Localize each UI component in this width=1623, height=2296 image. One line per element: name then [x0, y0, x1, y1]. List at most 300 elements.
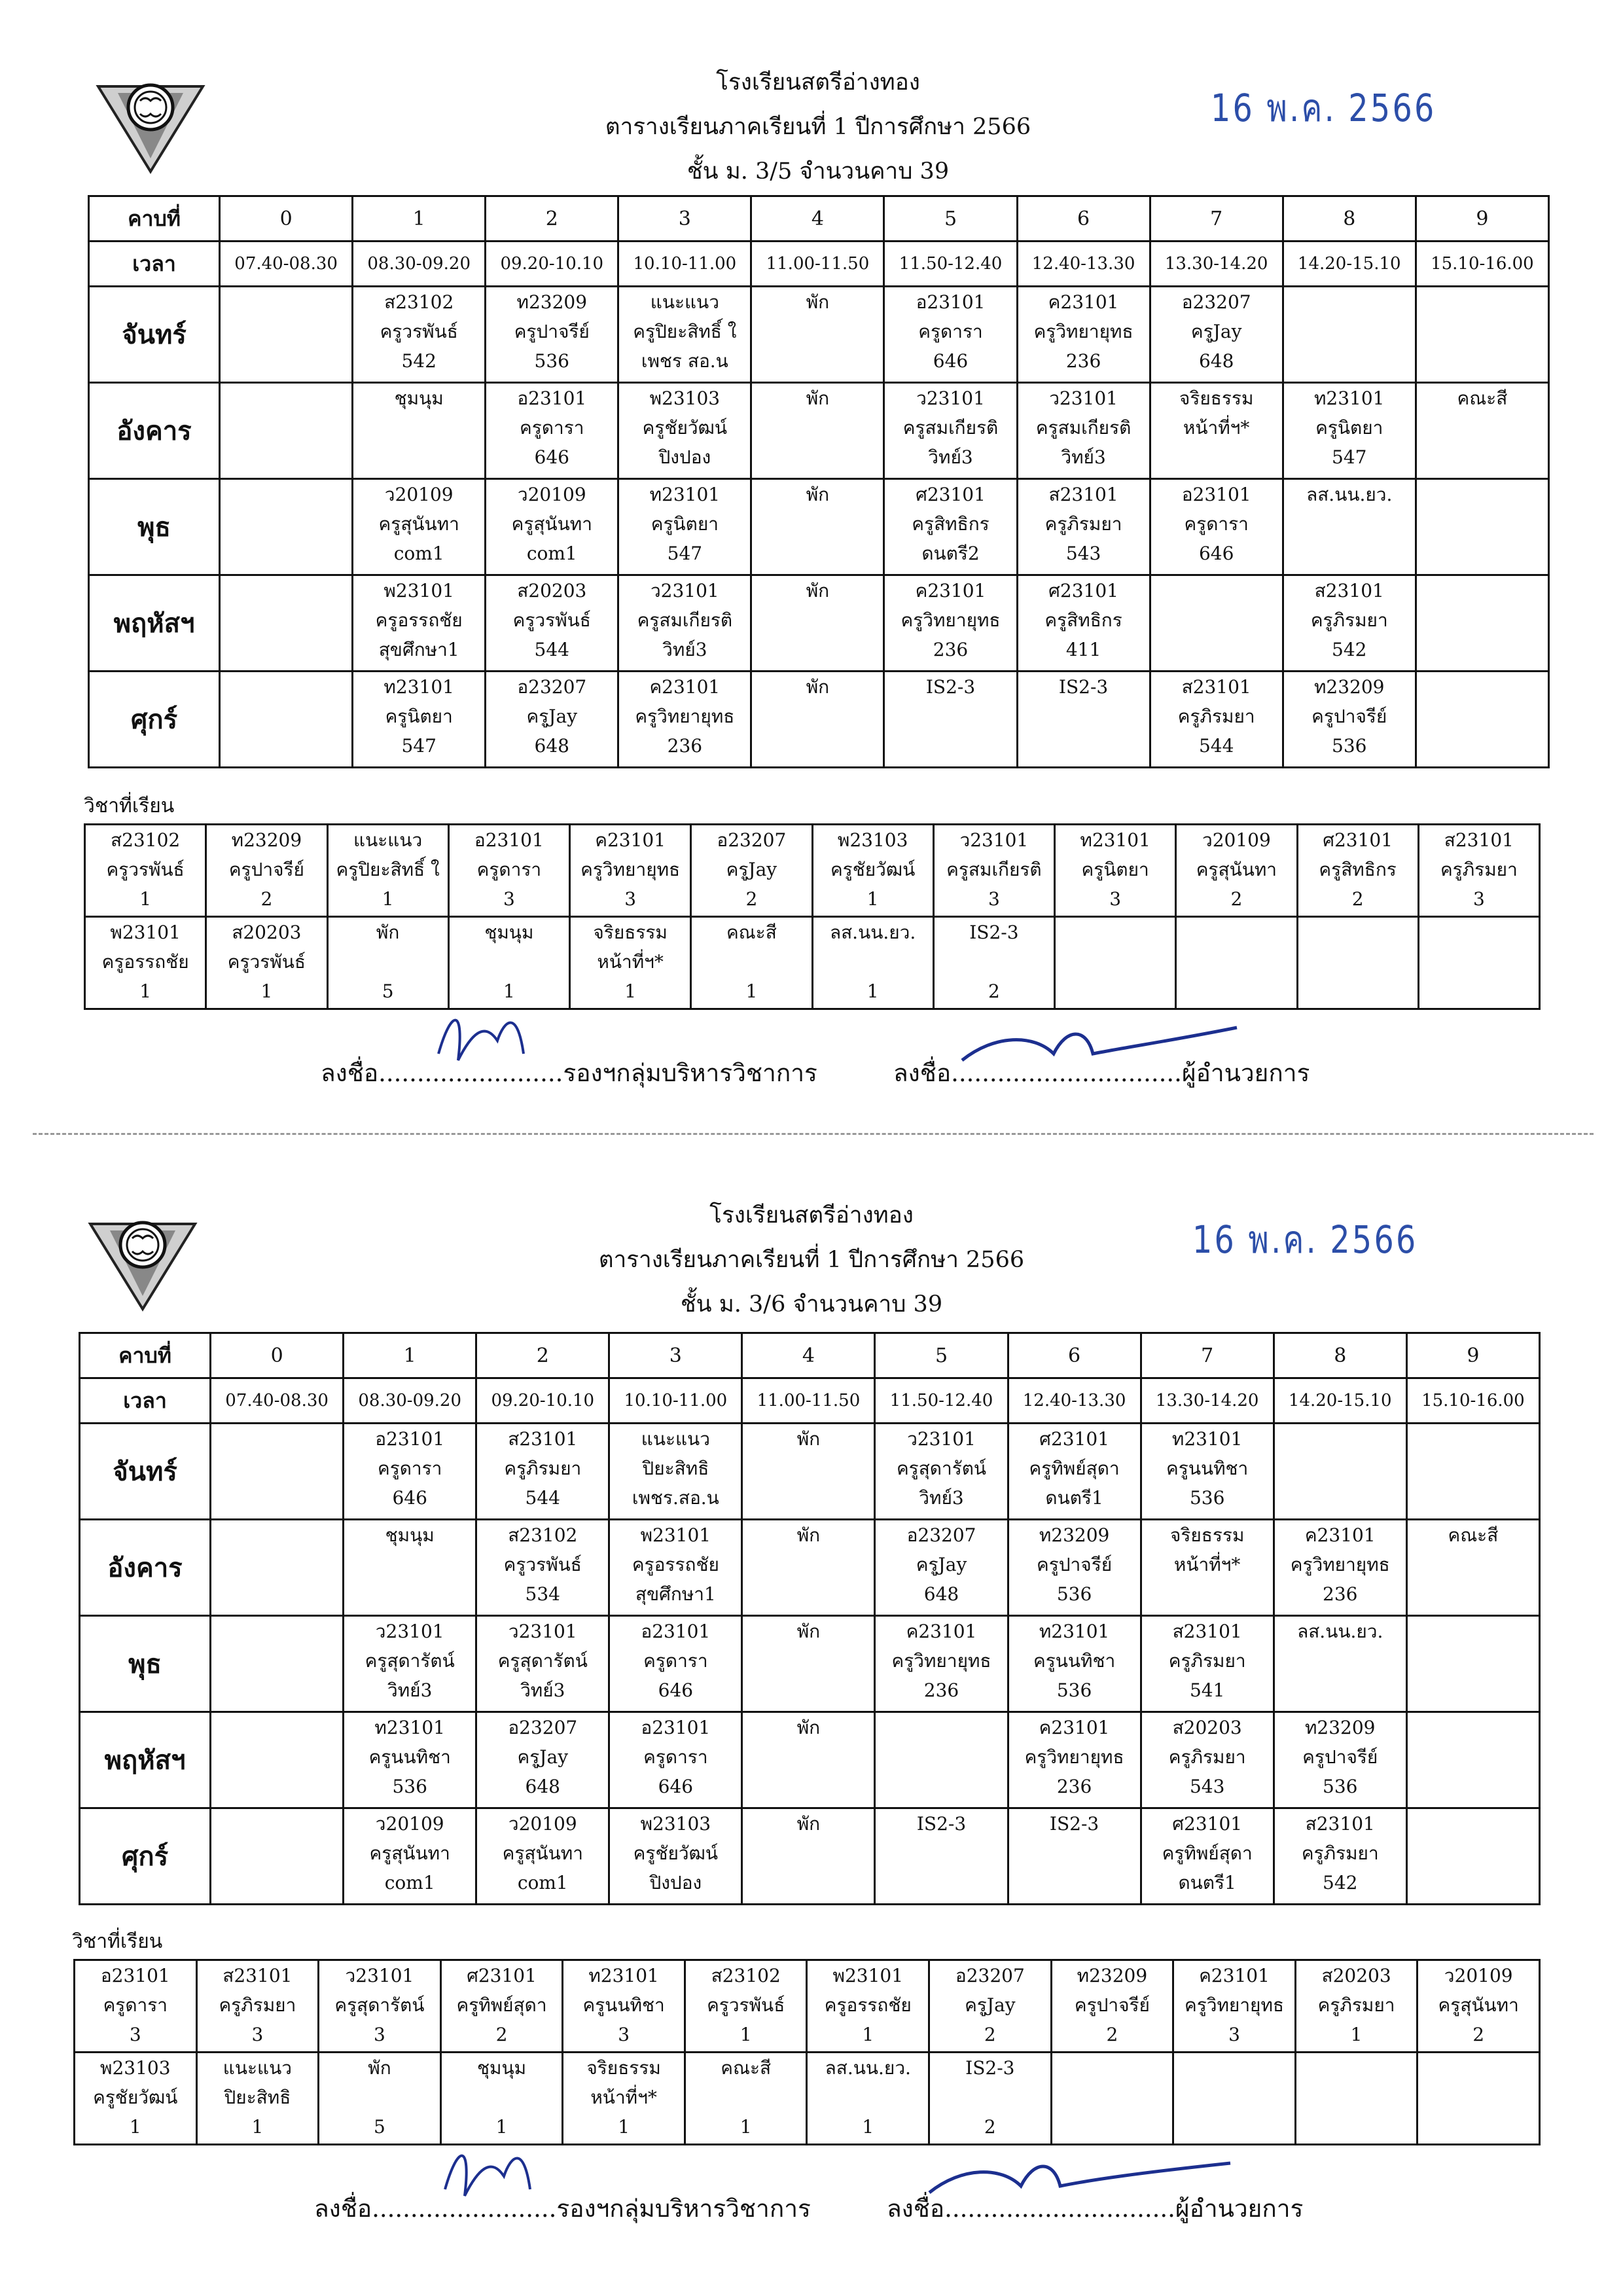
cell-line: 1	[740, 2024, 752, 2045]
cell-line: 646	[658, 1679, 694, 1701]
cell-line: ครูภิรมยา	[504, 1458, 582, 1479]
cell-line: ครูปาจรีย์	[514, 321, 590, 342]
day-name: พุธ	[80, 1616, 211, 1712]
timetable-cell	[1416, 672, 1548, 768]
day-name: อังคาร	[89, 383, 220, 479]
cell-line	[813, 947, 933, 977]
cell-line: ครูสุนันทา	[1438, 1994, 1519, 2016]
date-stamp: 16 พ.ค. 2566	[1211, 86, 1436, 130]
cell-line: คณะสี	[726, 922, 777, 943]
cell-line: 3	[251, 2024, 264, 2045]
timetable-cell	[344, 1424, 476, 1520]
timetable-grid	[88, 195, 1550, 768]
cell-line: ครูนนทิชา	[582, 1994, 665, 2016]
subject-summary-table	[73, 1959, 1541, 2145]
cell-line: 1	[382, 888, 394, 910]
school-logo	[84, 1198, 202, 1316]
cell-line: ท23101	[1080, 829, 1150, 851]
timetable-cell	[742, 1520, 875, 1616]
subject-summary-cell	[1176, 917, 1297, 1009]
cell-line: ครูนนทิชา	[368, 1746, 451, 1768]
timetable-cell	[486, 672, 618, 768]
cell-line: ส23102	[508, 1524, 578, 1546]
cell-line: ครูนิตยา	[1081, 859, 1149, 880]
cell-line: พัก	[796, 1621, 821, 1642]
period-number: 3	[609, 1333, 742, 1378]
cell-line: ส23101	[1305, 1813, 1375, 1835]
timetable-cell	[476, 1808, 609, 1905]
cell-line: ท23209	[1077, 1965, 1148, 1986]
cell-line: หน้าที่ฯ*	[590, 2087, 657, 2108]
cell-line: 2	[495, 2024, 508, 2045]
cell-line: ท23101	[383, 676, 454, 698]
timetable-cell	[1008, 1520, 1141, 1616]
cell-line: ครูวิทยายุทธ	[1290, 1554, 1390, 1575]
cell-line: 236	[1065, 350, 1101, 372]
cell-line: อ23101	[100, 1965, 170, 1986]
timetable-cell	[751, 672, 884, 768]
cell-line: ครูวิทยายุทธ	[1024, 1746, 1124, 1768]
subject-summary-cell	[685, 2053, 807, 2145]
cell-line: 2	[260, 888, 273, 910]
timetable-cell	[1017, 287, 1150, 383]
term-title: ตารางเรียนภาคเรียนที่ 1 ปีการศึกษา 2566	[605, 114, 1031, 140]
cell-line: 3	[1228, 2024, 1240, 2045]
cell-line: ครูวิทยายุทธ	[901, 609, 1001, 631]
cell-line: ลส.นน.ยว.	[1306, 484, 1393, 505]
cell-line: 236	[923, 1679, 959, 1701]
cell-line: 2	[988, 980, 1000, 1002]
cell-line: อ23207	[955, 1965, 1025, 1986]
cell-line: ส20203	[1172, 1717, 1242, 1738]
cell-line: ครูวิทยายุทธ	[1033, 321, 1133, 342]
school-name: โรงเรียนสตรีอ่างทอง	[709, 1202, 914, 1229]
cell-line: พ23103	[100, 2057, 171, 2079]
cell-line: ลส.นน.ยว.	[829, 922, 916, 943]
subject-summary-cell	[563, 2053, 685, 2145]
cell-line: ว20109	[384, 484, 454, 505]
cell-line: ท23209	[1313, 676, 1385, 698]
period-number: 4	[742, 1333, 875, 1378]
timetable-cell	[344, 1808, 476, 1905]
day-row	[80, 1712, 1540, 1808]
timetable-cell	[609, 1520, 742, 1616]
cell-line: ครูสุดารัตน์	[334, 1994, 425, 2016]
cell-line: 543	[1189, 1776, 1225, 1797]
cell-line: จริยธรรม	[1169, 1524, 1245, 1546]
cell-line: ค23101	[1039, 1717, 1110, 1738]
cell-line: 1	[503, 980, 515, 1002]
day-row	[80, 1808, 1540, 1905]
cell-line: ครูภิรมยา	[1310, 609, 1388, 631]
cell-line: 5	[382, 980, 394, 1002]
period-time: 11.50-12.40	[884, 242, 1017, 287]
cell-line: ดนตรี1	[1045, 1487, 1103, 1509]
cell-line: วิทย์3	[919, 1487, 964, 1509]
cell-line: ส23101	[508, 1428, 578, 1450]
subject-summary-row	[85, 825, 1540, 917]
period-time: 09.20-10.10	[476, 1378, 609, 1424]
cell-line: ครูภิรมยา	[1168, 1746, 1246, 1768]
cell-line: ศ23101	[1039, 1428, 1110, 1450]
cell-line: 5	[374, 2116, 385, 2138]
timetable-cell	[1274, 1616, 1406, 1712]
school-name: โรงเรียนสตรีอ่างทอง	[716, 69, 920, 96]
cell-line	[692, 947, 811, 977]
period-time: 10.10-11.00	[609, 1378, 742, 1424]
subject-summary-cell	[196, 1960, 319, 2053]
deputy-signature-scribble	[432, 2117, 550, 2215]
cell-line: ครูอรรถชัย	[375, 609, 463, 631]
cell-line: ว20109	[375, 1813, 444, 1835]
cell-line: 2	[1351, 888, 1364, 910]
cell-line: ว23101	[916, 387, 985, 409]
timetable-cell	[618, 383, 751, 479]
cell-line: ครูดารา	[1184, 513, 1249, 535]
cell-line: 646	[658, 1776, 694, 1797]
timetable-cell	[1416, 575, 1548, 672]
cell-line: จริยธรรม	[1179, 387, 1254, 409]
subject-summary-cell	[196, 2053, 319, 2145]
cell-line: 1	[866, 980, 879, 1002]
subject-summary-cell	[206, 825, 327, 917]
cell-line: 2	[984, 2116, 996, 2138]
cell-line: อ23207	[517, 676, 587, 698]
timetable-cell	[220, 287, 353, 383]
timetable-cell	[1150, 479, 1283, 575]
cell-line: ครูสมเกียรติ	[1035, 417, 1132, 439]
timetable-cell	[609, 1808, 742, 1905]
subject-summary-cell	[206, 917, 327, 1009]
timetable-cell	[220, 575, 353, 672]
day-row	[89, 575, 1549, 672]
subject-summary-cell	[1297, 917, 1418, 1009]
cell-line: ครูดารา	[918, 321, 983, 342]
cell-line: 1	[1350, 2024, 1363, 2045]
cell-line: 3	[129, 2024, 141, 2045]
timetable-cell	[618, 672, 751, 768]
cell-line: พ23101	[832, 1965, 904, 1986]
signature-director-role: ผู้อำนวยการ	[1175, 2195, 1304, 2223]
subject-summary-row	[85, 917, 1540, 1009]
day-row	[80, 1520, 1540, 1616]
cell-line: ครูดารา	[377, 1458, 442, 1479]
cell-line: อ23101	[1181, 484, 1251, 505]
cell-line: อ23101	[641, 1621, 711, 1642]
cell-line	[450, 947, 569, 977]
timetable-cell	[751, 287, 884, 383]
cell-line: ครูชัยวัฒน์	[830, 859, 916, 880]
cell-line: ดนตรี2	[921, 543, 980, 564]
cell-line: ค23101	[1048, 291, 1119, 313]
timetable-cell	[875, 1520, 1008, 1616]
cell-line: ครูสิทธิกร	[912, 513, 990, 535]
subject-summary-cell	[1051, 2053, 1173, 2145]
cell-line: อ23101	[641, 1717, 711, 1738]
cell-line: ครูสิทธิกร	[1044, 609, 1122, 631]
timetable-cell	[1283, 479, 1416, 575]
cell-line: 1	[745, 980, 758, 1002]
cell-line: พัก	[806, 387, 830, 409]
period-number: 2	[486, 196, 618, 242]
cell-line: ครูดารา	[643, 1746, 708, 1768]
subject-summary-cell	[1055, 917, 1176, 1009]
cell-line: ครูวรพันธ์	[380, 321, 458, 342]
cell-line: 2	[1106, 2024, 1118, 2045]
cell-line: อ23207	[508, 1717, 578, 1738]
cell-line: ครูภิรมยา	[1301, 1842, 1379, 1864]
cell-line: 3	[618, 2024, 630, 2045]
subject-summary-cell	[570, 917, 691, 1009]
timetable-cell	[751, 383, 884, 479]
period-number: 0	[211, 1333, 344, 1378]
cell-line: ครูJay	[526, 706, 578, 727]
timetable-cell	[1283, 287, 1416, 383]
subjects-label: วิชาที่เรียน	[72, 1930, 163, 1953]
cell-line: แนะแนว	[641, 1428, 710, 1450]
timetable-cell	[742, 1712, 875, 1808]
cell-line: ครูดารา	[476, 859, 542, 880]
cell-line: คณะสี	[1448, 1524, 1499, 1546]
cell-line: พ23101	[383, 580, 454, 601]
cell-line: ลส.นน.ยว.	[1297, 1621, 1383, 1642]
subject-summary-cell	[1297, 825, 1418, 917]
cell-line: 3	[1472, 888, 1485, 910]
period-time: 08.30-09.20	[353, 242, 486, 287]
cell-line: IS2-3	[916, 1813, 967, 1835]
cell-line	[930, 2083, 1050, 2112]
subject-summary-cell	[1418, 825, 1539, 917]
cell-line: 1	[866, 888, 879, 910]
timetable-cell	[1406, 1712, 1539, 1808]
cell-line: ค23101	[915, 580, 986, 601]
timetable-cell	[742, 1424, 875, 1520]
timetable-cell	[211, 1808, 344, 1905]
cell-line: IS2-3	[1049, 1813, 1099, 1835]
timetable-cell	[211, 1424, 344, 1520]
class-title: ชั้น ม. 3/5 จำนวนคาบ 39	[687, 158, 950, 185]
cell-line: 2	[1230, 888, 1243, 910]
timetable-cell	[884, 383, 1017, 479]
cell-line: 547	[667, 543, 703, 564]
signature-deputy-prefix: ลงชื่อ	[321, 1059, 379, 1087]
cell-line: ครูปาจรีย์	[1074, 1994, 1150, 2016]
cell-line: ครูJay	[965, 1994, 1016, 2016]
cell-line: ศ23101	[1323, 829, 1393, 851]
timetable-cell	[486, 287, 618, 383]
signature-director-role: ผู้อำนวยการ	[1181, 1059, 1310, 1087]
cell-line: ครูภิรมยา	[1440, 859, 1518, 880]
cell-line: ดนตรี1	[1178, 1872, 1236, 1893]
cell-line: ครูปาจรีย์	[1037, 1554, 1113, 1575]
cell-line: ครูวรพันธ์	[227, 951, 306, 973]
timetable-cell	[1406, 1520, 1539, 1616]
cell-line: ครูJay	[1190, 321, 1242, 342]
cell-line: พัก	[806, 291, 830, 313]
timetable-cell	[486, 479, 618, 575]
subject-summary-cell	[570, 825, 691, 917]
period-time: 09.20-10.10	[486, 242, 618, 287]
timetable-cell	[1141, 1616, 1274, 1712]
timetable-cell	[1406, 1424, 1539, 1520]
period-number: 5	[884, 196, 1017, 242]
cell-line: 236	[1323, 1583, 1358, 1605]
cell-line: 3	[1109, 888, 1122, 910]
timetable-cell	[884, 575, 1017, 672]
signature-deputy-prefix: ลงชื่อ	[314, 2195, 372, 2223]
cell-line: ชุมนุม	[484, 922, 534, 943]
cell-line: 541	[1189, 1679, 1225, 1701]
subject-summary-cell	[1173, 1960, 1296, 2053]
timetable-cell	[476, 1712, 609, 1808]
timetable-cell	[1406, 1616, 1539, 1712]
cell-line: 2	[984, 2024, 996, 2045]
signature-deputy-dots: ........................	[372, 2195, 557, 2223]
cell-line: 536	[1323, 1776, 1358, 1797]
cell-line: 1	[862, 2116, 874, 2138]
period-number: 0	[220, 196, 353, 242]
cell-line: ศ23101	[1172, 1813, 1243, 1835]
period-time: 13.30-14.20	[1141, 1378, 1274, 1424]
cell-line: 544	[525, 1487, 560, 1509]
cell-line: ชุมนุม	[394, 387, 444, 409]
period-time: 13.30-14.20	[1150, 242, 1283, 287]
cell-line	[319, 2083, 440, 2112]
cell-line: ค23101	[1199, 1965, 1270, 1986]
cell-line: 648	[1198, 350, 1234, 372]
subject-summary-cell	[933, 917, 1054, 1009]
timetable-cell	[1141, 1712, 1274, 1808]
cell-line: ครูวรพันธ์	[707, 1994, 785, 2016]
period-number: 9	[1406, 1333, 1539, 1378]
cell-line: 236	[667, 735, 703, 757]
cell-line: com1	[393, 543, 444, 564]
timetable-cell	[1283, 575, 1416, 672]
subject-summary-cell	[1055, 825, 1176, 917]
cell-line: 536	[392, 1776, 427, 1797]
cell-line: จริยธรรม	[586, 2057, 661, 2079]
cell-line: พัก	[796, 1524, 821, 1546]
subject-summary-cell	[812, 825, 933, 917]
time-header-label: เวลา	[89, 242, 220, 287]
timetable-cell	[476, 1520, 609, 1616]
cell-line: สุขศึกษา1	[378, 639, 459, 660]
cell-line: เพชร.สอ.น	[632, 1487, 719, 1509]
subject-summary-cell	[1295, 2053, 1418, 2145]
timetable-cell	[220, 479, 353, 575]
period-time: 15.10-16.00	[1416, 242, 1548, 287]
cell-line: วิทย์3	[928, 446, 973, 468]
cell-line: com1	[526, 543, 577, 564]
cell-line: ครูทิพย์สุดา	[456, 1994, 547, 2016]
cell-line: พัก	[806, 676, 830, 698]
timetable-cell	[486, 383, 618, 479]
cell-line: ครูปาจรีย์	[1311, 706, 1387, 727]
subject-summary-cell	[691, 825, 812, 917]
cell-line: ครูสุนันทา	[369, 1842, 450, 1864]
cell-line: 1	[251, 2116, 264, 2138]
subject-summary-cell	[1176, 825, 1297, 917]
cell-line: ว23101	[907, 1428, 976, 1450]
timetable-cell	[344, 1616, 476, 1712]
cell-line: วิทย์3	[662, 639, 707, 660]
timetable-sheet-3-5	[0, 0, 1623, 1139]
timetable-cell	[1008, 1616, 1141, 1712]
timetable-cell	[742, 1616, 875, 1712]
cell-line: 648	[923, 1583, 959, 1605]
timetable-cell	[1017, 672, 1150, 768]
period-number: 9	[1416, 196, 1548, 242]
cell-line: ส23102	[111, 829, 181, 851]
subject-summary-cell	[319, 2053, 441, 2145]
cell-line: 547	[401, 735, 437, 757]
cell-line: ครูวิทยายุทธ	[891, 1650, 991, 1672]
cell-line: ครูนิตยา	[651, 513, 719, 535]
cell-line: 536	[1189, 1487, 1225, 1509]
cell-line: IS2-3	[1058, 676, 1109, 698]
cell-line: หน้าที่ฯ*	[1183, 417, 1250, 439]
day-row	[89, 672, 1549, 768]
cell-line: 646	[534, 446, 569, 468]
cell-line: 542	[1332, 639, 1367, 660]
cell-line: ท23101	[374, 1717, 445, 1738]
cell-line: ปิงปอง	[649, 1872, 702, 1893]
cell-line: ว23101	[508, 1621, 577, 1642]
cell-line: พ23101	[640, 1524, 711, 1546]
timetable-grid	[79, 1332, 1541, 1905]
timetable-cell	[220, 383, 353, 479]
period-number: 2	[476, 1333, 609, 1378]
timetable-cell	[875, 1616, 1008, 1712]
director-signature-scribble	[955, 1021, 1243, 1080]
sheet-heading	[452, 1193, 1171, 1327]
cell-line: ชุมนุม	[476, 2057, 527, 2079]
cell-line: ครูสิทธิกร	[1319, 859, 1397, 880]
cell-line	[686, 2083, 806, 2112]
cell-line: ท23209	[1304, 1717, 1376, 1738]
cell-line: ค23101	[906, 1621, 977, 1642]
cell-line: ครูJay	[726, 859, 777, 880]
cell-line: ครูวรพันธ์	[106, 859, 185, 880]
timetable-cell	[618, 575, 751, 672]
cell-line: 236	[1056, 1776, 1092, 1797]
cell-line: 1	[139, 888, 152, 910]
timetable-cell	[353, 383, 486, 479]
timetable-cell	[211, 1616, 344, 1712]
day-name: พฤหัสฯ	[80, 1712, 211, 1808]
cell-line: พัก	[806, 580, 830, 601]
cell-line: ครูดารา	[643, 1650, 708, 1672]
cell-line: ท23101	[649, 484, 721, 505]
cell-line: ครูภิรมยา	[1177, 706, 1255, 727]
cell-line: ว23101	[375, 1621, 444, 1642]
cell-line: จริยธรรม	[593, 922, 668, 943]
timetable-cell	[344, 1520, 476, 1616]
cell-line: ครูนนทิชา	[1033, 1650, 1116, 1672]
day-name: พฤหัสฯ	[89, 575, 220, 672]
period-number: 7	[1150, 196, 1283, 242]
day-name: ศุกร์	[89, 672, 220, 768]
cell-line: วิทย์3	[387, 1679, 433, 1701]
cell-line: ลส.นน.ยว.	[825, 2057, 911, 2079]
timetable-cell	[875, 1424, 1008, 1520]
signature-deputy-dots: ........................	[378, 1059, 563, 1087]
cell-line: 2	[745, 888, 758, 910]
cell-line: ท23209	[231, 829, 302, 851]
cell-line: ครูสุนันทา	[511, 513, 592, 535]
cell-line: ครูสุนันทา	[1196, 859, 1277, 880]
cell-line: ครูสมเกียรติ	[637, 609, 733, 631]
